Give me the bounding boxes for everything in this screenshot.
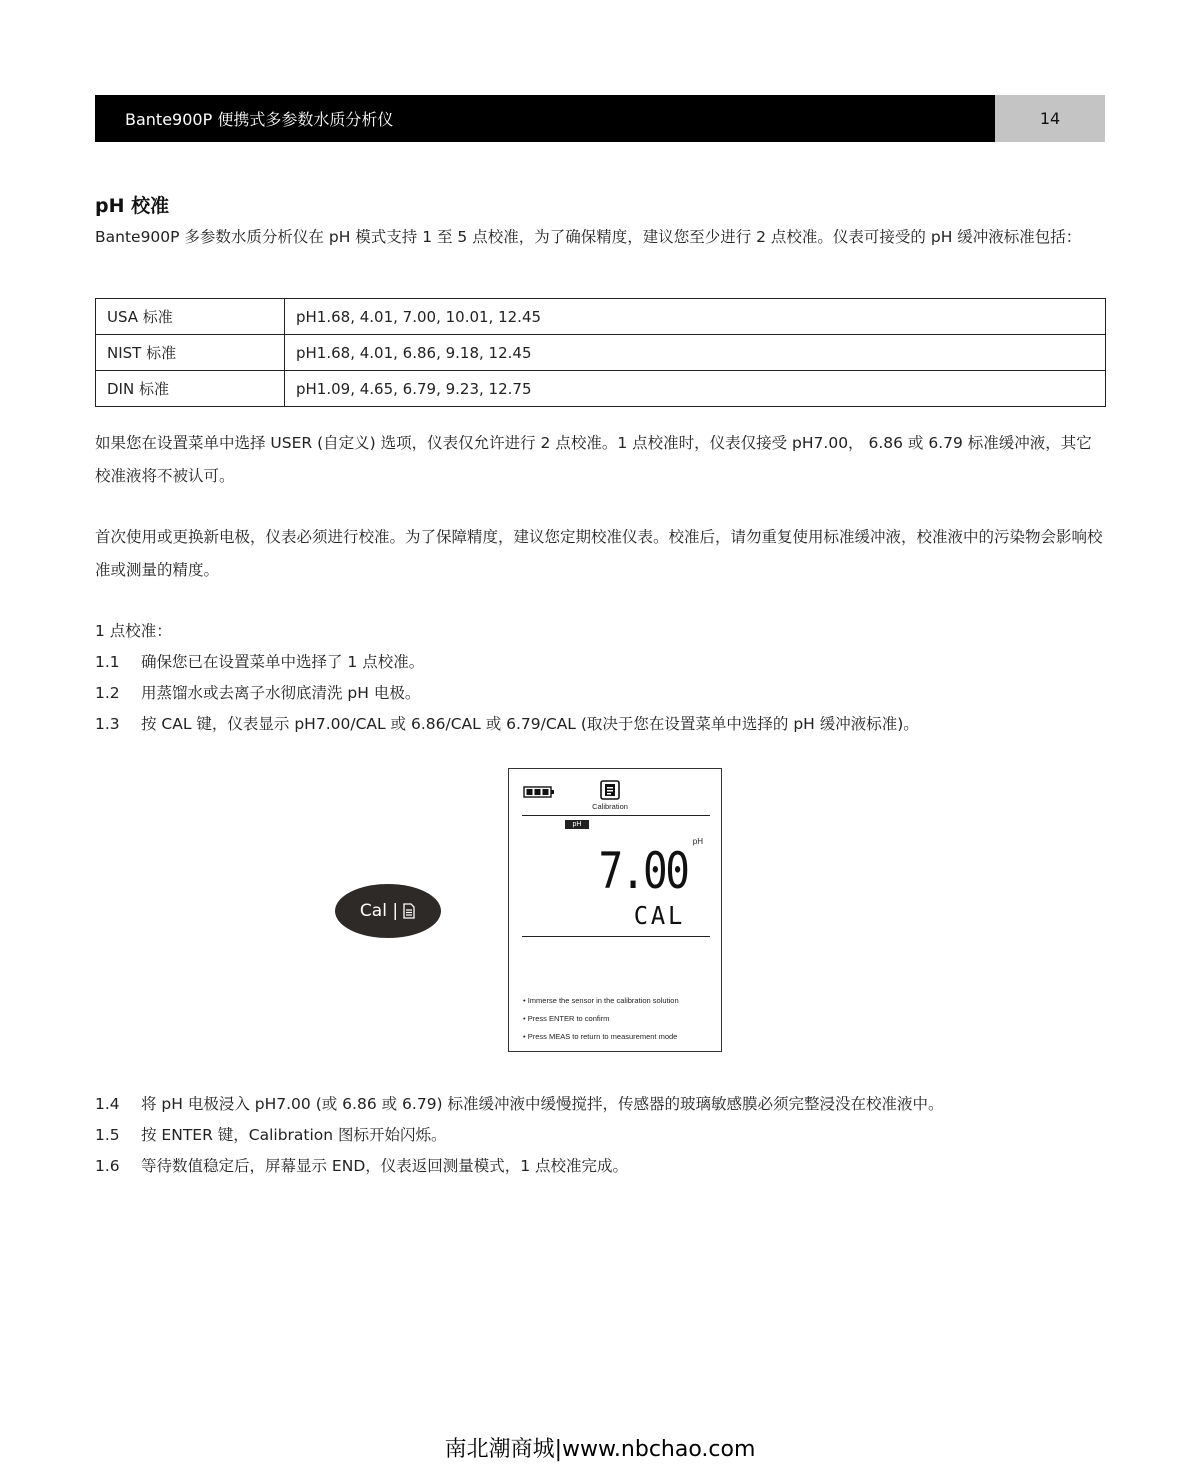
list-item xyxy=(95,1123,1107,1147)
hint-text: • Press MEAS to return to measurement mode xyxy=(523,1032,678,1041)
step-number: 1.2 xyxy=(95,684,120,702)
list-item xyxy=(95,1154,1107,1178)
divider xyxy=(522,936,710,937)
step-number: 1.5 xyxy=(95,1126,120,1144)
mode-badge: pH xyxy=(565,820,589,829)
calibration-icon xyxy=(600,780,620,800)
first-use-paragraph: 首次使用或更换新电极，仪表必须进行校准。为了保障精度，建议您定期校准仪表。校准后，请勿重复使用标准缓冲液，校准液中的污染物会影响校准或测量的精度。 xyxy=(95,528,1103,579)
footer-watermark: 南北潮商城|www.nbchao.com xyxy=(444,1437,756,1462)
list-item xyxy=(95,712,1107,736)
table-row xyxy=(96,371,1106,407)
hint-text: • Immerse the sensor in the calibration solution xyxy=(523,996,679,1005)
unit-label: pH xyxy=(692,837,703,846)
standard-name: NIST 标准 xyxy=(96,335,285,371)
step-text: 按 ENTER 键，Calibration 图标开始闪烁。 xyxy=(141,1126,447,1144)
lcd-screen xyxy=(508,768,722,1052)
page-number: 14 xyxy=(995,95,1105,142)
table-row xyxy=(96,335,1106,371)
list-item xyxy=(95,650,1107,674)
standard-name: USA 标准 xyxy=(96,299,285,335)
page-header xyxy=(95,95,1105,142)
hint-text: • Press ENTER to confirm xyxy=(523,1014,610,1023)
list-item xyxy=(95,1092,1107,1116)
step-number: 1.3 xyxy=(95,715,120,733)
step-number: 1.4 xyxy=(95,1095,120,1113)
heading-text: 1 点校准： xyxy=(95,622,172,640)
step-text: 等待数值稳定后，屏幕显示 END，仪表返回测量模式，1 点校准完成。 xyxy=(141,1157,629,1175)
step-text: 用蒸馏水或去离子水彻底清洗 pH 电极。 xyxy=(141,684,421,702)
step-text: 确保您已在设置菜单中选择了 1 点校准。 xyxy=(141,653,425,671)
intro-paragraph: Bante900P 多参数水质分析仪在 pH 模式支持 1 至 5 点校准，为了确保精度，建议您至少进行 2 点校准。仪表可接受的 pH 缓冲液标准包括： xyxy=(95,228,1082,246)
standard-values: pH1.09, 4.65, 6.79, 9.23, 12.75 xyxy=(285,371,1106,407)
user-mode-paragraph: 如果您在设置菜单中选择 USER (自定义) 选项，仪表仅允许进行 2 点校准。1 点校准时，仪表仅接受 pH7.00， 6.86 或 6.79 标准缓冲液，其它校准液将不被认可。 xyxy=(95,434,1092,485)
document-title: Bante900P 便携式多参数水质分析仪 xyxy=(95,95,995,142)
standard-name: DIN 标准 xyxy=(96,371,285,407)
step-number: 1.1 xyxy=(95,653,120,671)
divider xyxy=(522,815,710,816)
reading-value: 7.00 xyxy=(598,842,687,900)
calibration-label: Calibration xyxy=(592,802,628,811)
one-point-heading xyxy=(95,619,1107,643)
step-number: 1.6 xyxy=(95,1157,120,1175)
list-item xyxy=(95,681,1107,705)
step-text: 将 pH 电极浸入 pH7.00 (或 6.86 或 6.79) 标准缓冲液中缓慢搅拌，传感器的玻璃敏感膜必须完整浸没在校准液中。 xyxy=(141,1095,944,1113)
table-row xyxy=(96,299,1106,335)
standard-values: pH1.68, 4.01, 7.00, 10.01, 12.45 xyxy=(285,299,1106,335)
section-title: pH 校准 xyxy=(95,195,170,217)
standard-values: pH1.68, 4.01, 6.86, 9.18, 12.45 xyxy=(285,335,1106,371)
status-text: CAL xyxy=(633,901,685,930)
cal-key-illustration xyxy=(335,884,441,938)
step-text: 按 CAL 键，仪表显示 pH7.00/CAL 或 6.86/CAL 或 6.79/CAL (取决于您在设置菜单中选择的 pH 缓冲液标准)。 xyxy=(141,715,919,733)
battery-icon xyxy=(523,786,555,798)
buffer-standards-table xyxy=(95,298,1106,407)
document-icon xyxy=(402,903,416,919)
cal-key-label: Cal | xyxy=(359,901,399,921)
